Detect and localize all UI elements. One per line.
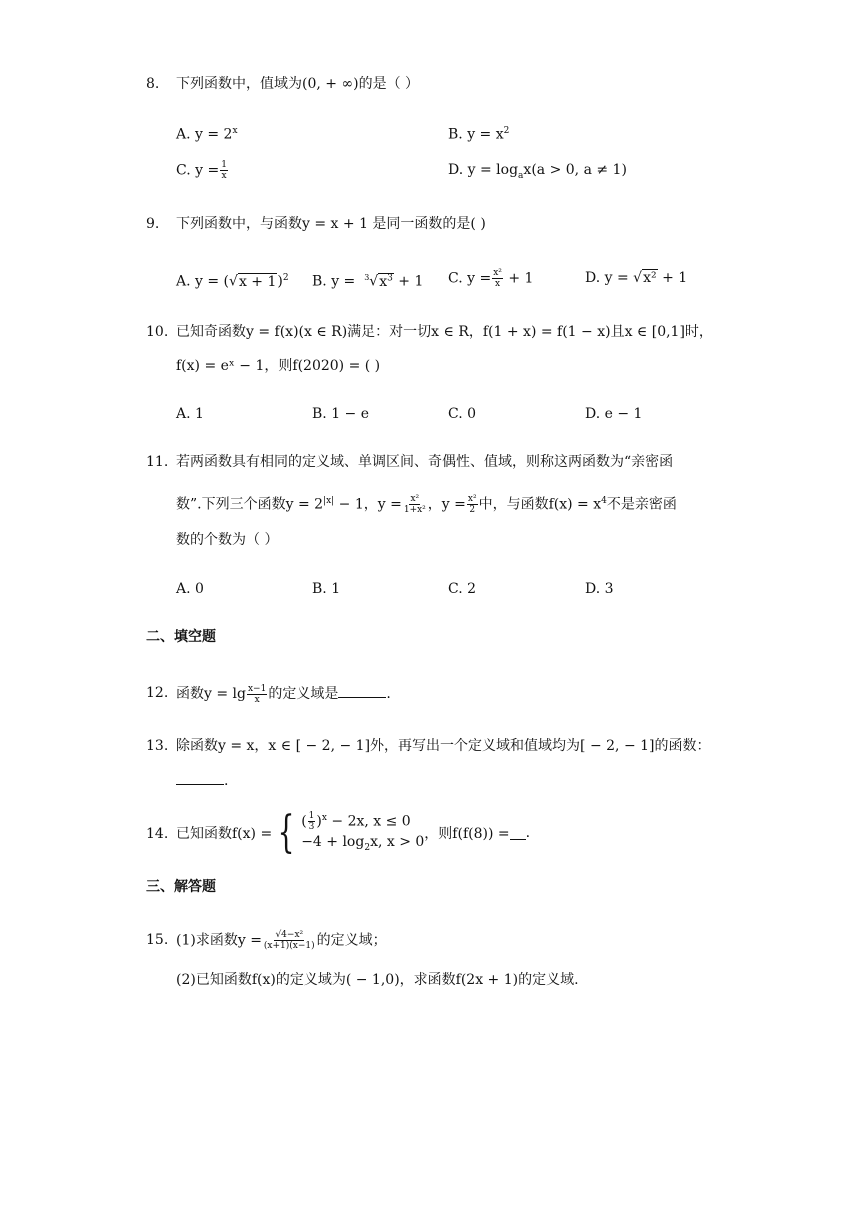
- question-11-number: 11.: [146, 454, 169, 470]
- question-13-line-2: .: [176, 770, 228, 791]
- question-10-line-2: f(x) = eˣ − 1，则f(2020) = ( ): [176, 358, 381, 374]
- piecewise-function: { ( $\frac{1}{3}$ )$^x$ − 2x, x ≤ 0 $-4 + \log_2x$, x > 0: [277, 806, 425, 858]
- question-9-option-d: D. y = √x² + 1: [585, 270, 688, 286]
- question-10-option-c: C. 0: [448, 406, 477, 422]
- section-fill-in-heading: 二、填空题: [146, 629, 216, 645]
- answer-blank: [510, 825, 526, 840]
- question-9-option-b: B. $y = ^3√x^3 + 1$: [312, 273, 424, 290]
- question-8-option-d: D. $y = \log_ax(a > 0$, a ≠ 1): [448, 162, 627, 181]
- question-11-line-1: 若两函数具有相同的定义域、单调区间、奇偶性、值域，则称这两函数为“亲密函: [176, 454, 674, 470]
- question-9-stem: 下列函数中，与函数y = x + 1 是同一函数的是( ): [176, 216, 486, 232]
- question-15-part-1: (1)求函数y = $\frac{\text{√4−x²}}{(x+1)(x-1)}$ 的定义域；: [176, 930, 387, 951]
- question-8-number: 8.: [146, 76, 160, 92]
- question-9-number: 9.: [146, 216, 160, 232]
- question-12-text: 函数y = lg $\frac{x-1}{x}$ 的定义域是 .: [176, 683, 391, 705]
- question-10-option-b: B. 1 − e: [312, 406, 370, 422]
- question-10-option-d: D. e − 1: [585, 406, 643, 422]
- question-11-option-d: D. 3: [585, 581, 614, 597]
- question-8-option-b: B. $y = x^2$: [448, 126, 510, 143]
- question-11-option-c: C. 2: [448, 581, 477, 597]
- question-8-stem: 下列函数中，值域为(0, + ∞)的是（ ）: [176, 76, 420, 92]
- question-10-option-a: A. 1: [176, 406, 204, 422]
- question-13-line-1: 除函数y = x，x ∈ [ − 2, − 1]外，再写出一个定义域和值域均为[ − 2, − 1]的函数：: [176, 738, 711, 754]
- question-8-option-a: A. $y = 2^x$: [176, 126, 238, 143]
- question-13-number: 13.: [146, 738, 169, 754]
- question-15-part-2: (2)已知函数f(x)的定义域为( − 1,0)，求函数f(2x + 1)的定义域.: [176, 972, 579, 988]
- question-9-option-c: C. y = $\frac{\text{x²}}{x}$ + 1: [448, 268, 534, 289]
- question-10-number: 10.: [146, 324, 169, 340]
- question-10-line-1: 已知奇函数y = f(x)(x ∈ R)满足：对一切x ∈ R，f(1 + x) = f(1 − x)且x ∈ [0,1]时，: [176, 324, 713, 340]
- question-11-option-b: B. 1: [312, 581, 341, 597]
- question-11-option-a: A. 0: [176, 581, 204, 597]
- question-11-line-3: 数的个数为（ ）: [176, 532, 279, 548]
- question-9-option-a: A. $y = (√x + 1)^2$: [176, 273, 289, 290]
- question-15-number: 15.: [146, 932, 169, 948]
- question-8-option-c: C. y = $\frac{1}{x}$: [176, 160, 227, 181]
- answer-blank: [176, 770, 224, 785]
- question-11-line-2: 数”.下列三个函数$y = 2^{|x|} - 1$，y = $\frac{\text{x²}}{\text{1+x²}}$ ，y = $\frac{\text{x²}}{2}$ 中，与函数$f(x) = x^4$不是亲密函: [176, 494, 677, 516]
- question-12-number: 12.: [146, 685, 169, 701]
- section-solution-heading: 三、解答题: [146, 879, 216, 895]
- answer-blank: [338, 683, 386, 698]
- question-14-text: 已知函数f(x) = { ( $\frac{1}{3}$ )$^x$ − 2x, x ≤ 0 $-4 + \log_2x$, x > 0 ，则f(f(8)) = .: [176, 806, 531, 858]
- question-14-number: 14.: [146, 826, 169, 842]
